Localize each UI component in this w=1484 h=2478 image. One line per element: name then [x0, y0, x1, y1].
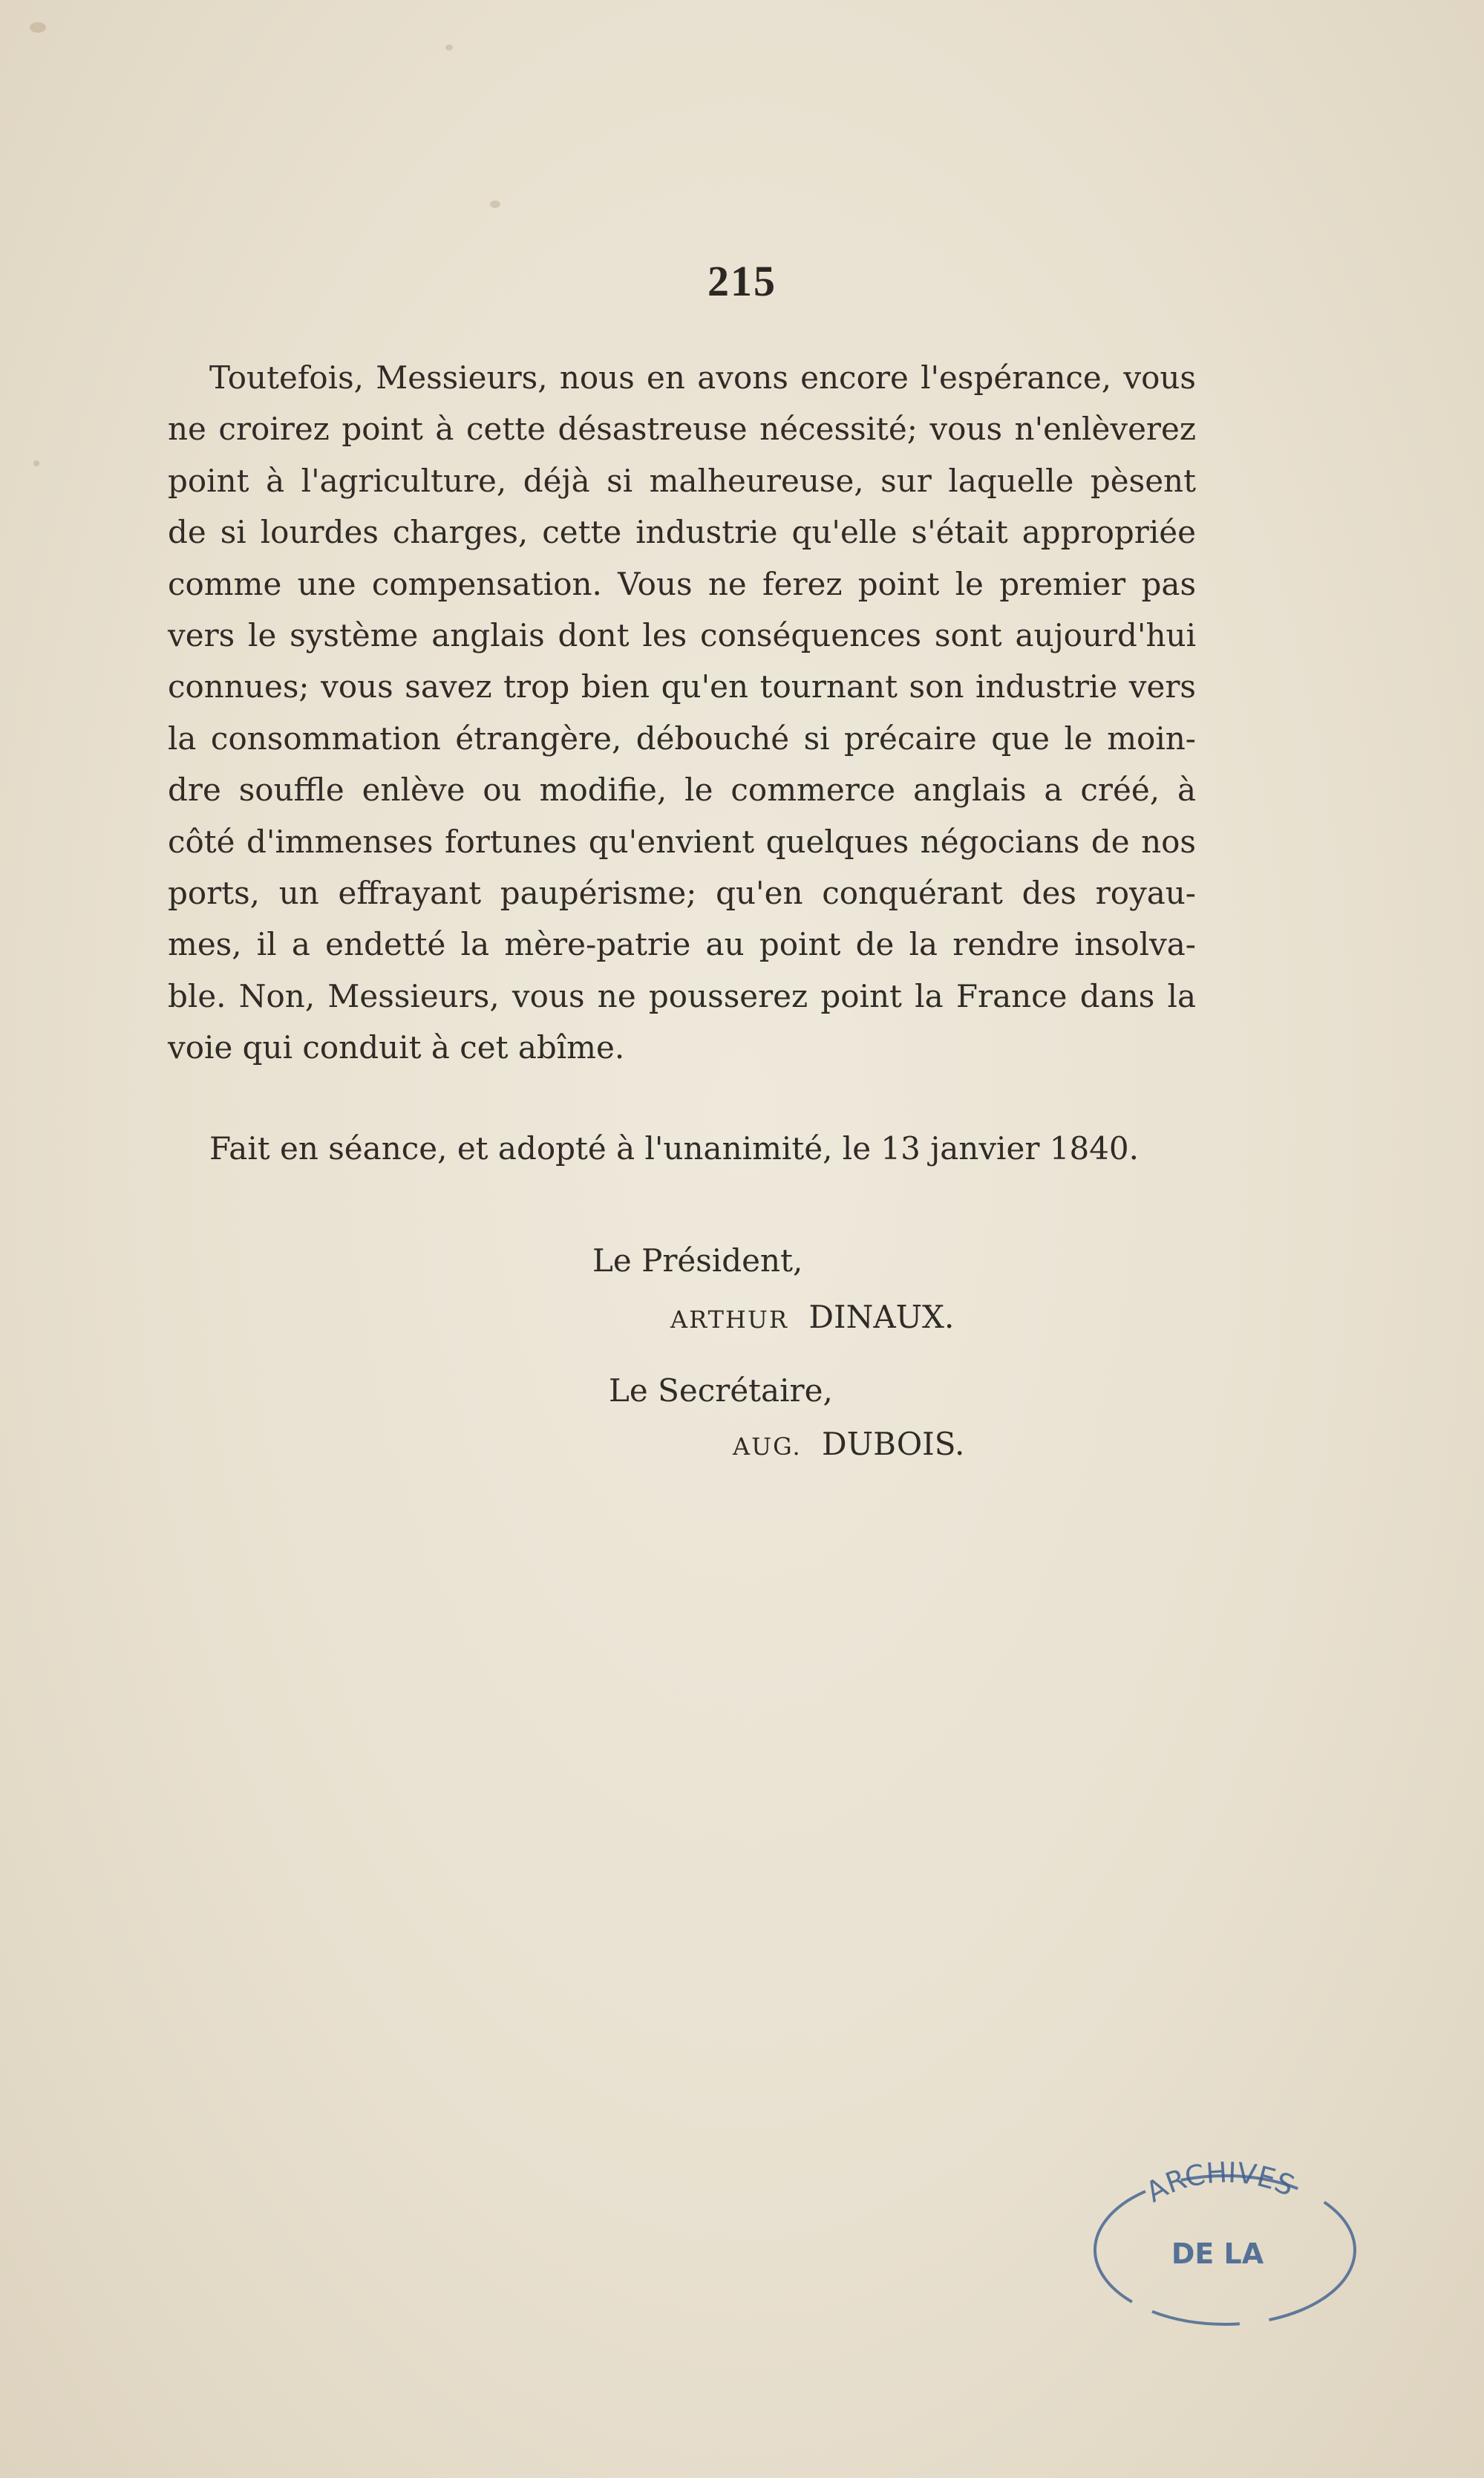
secretary-signature: [733, 1426, 964, 1462]
text-line: point à l'agriculture, déjà si malheureuse, sur laquelle pèsent: [168, 462, 1196, 499]
text-line: côté d'immenses fortunes qu'envient quelques négocians de nos: [168, 823, 1196, 860]
page-number: 215: [707, 257, 777, 305]
secretary-first-name: AUG.: [733, 1432, 802, 1461]
president-first-name: ARTHUR: [670, 1305, 788, 1334]
text-line: la consommation étrangère, débouché si précaire que le moin-: [168, 720, 1196, 757]
president-signature: [670, 1299, 954, 1335]
paper-stain: [490, 200, 500, 208]
text-line: connues; vous savez trop bien qu'en tournant son industrie vers: [168, 668, 1196, 705]
paper-stain: [30, 22, 46, 33]
president-title: Le Président,: [592, 1242, 803, 1279]
text-line: voie qui conduit à cet abîme.: [168, 1029, 625, 1066]
text-line: de si lourdes charges, cette industrie qu'elle s'était appropriée: [168, 514, 1196, 551]
paper-stain: [445, 45, 453, 50]
text-line: mes, il a endetté la mère-patrie au point de la rendre insolva-: [168, 926, 1196, 963]
text-line: comme une compensation. Vous ne ferez point le premier pas: [168, 565, 1196, 602]
paper-stain: [33, 460, 39, 466]
president-last-name: DINAUX.: [808, 1299, 955, 1335]
stamp-top-text: ARCHIVES: [1140, 2156, 1300, 2209]
secretary-title: Le Secrétaire,: [609, 1372, 833, 1409]
text-line: Toutefois, Messieurs, nous en avons encore l'espérance, vous: [209, 359, 1196, 396]
text-line: dre souffle enlève ou modifie, le commerce anglais a créé, à: [168, 772, 1196, 809]
text-line: ports, un effrayant paupérisme; qu'en conquérant des royau-: [168, 875, 1196, 912]
stamp-middle-text: DE LA: [1171, 2237, 1264, 2270]
text-line: vers le système anglais dont les conséquences sont aujourd'hui: [168, 617, 1196, 654]
text-line: ne croirez point à cette désastreuse nécessité; vous n'enlèverez: [168, 411, 1196, 448]
body-paragraph: [168, 352, 1196, 1074]
adoption-statement: Fait en séance, et adopté à l'unanimité, le 13 janvier 1840.: [209, 1130, 1140, 1167]
archive-stamp: [1069, 2146, 1381, 2339]
text-line: ble. Non, Messieurs, vous ne pousserez point la France dans la: [168, 977, 1196, 1014]
secretary-last-name: DUBOIS.: [822, 1426, 965, 1462]
